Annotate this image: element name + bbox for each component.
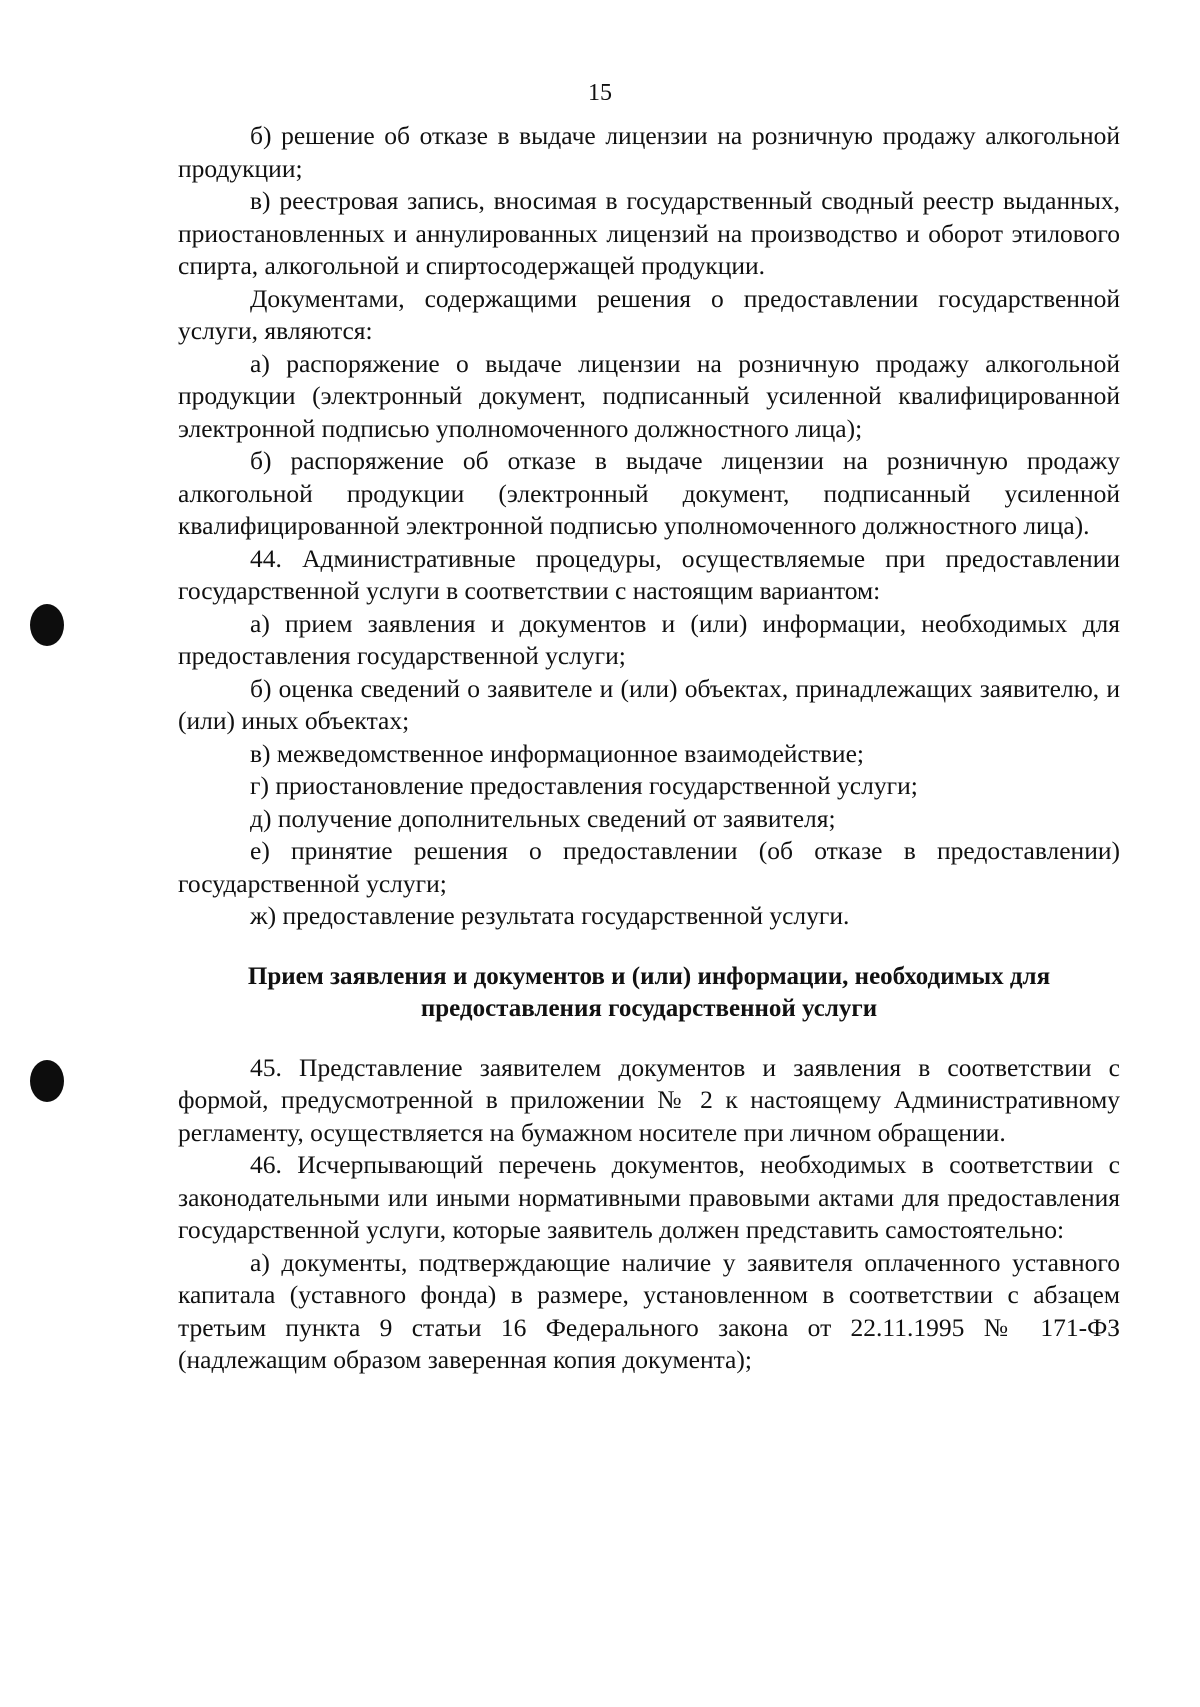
list-item-e: е) принятие решения о предоставлении (об отказе в предоставлении) государственной услуги; (178, 836, 1120, 898)
paragraph-item-44: 44. Административные процедуры, осуществляемые при предоставлении государственной услуги в соответствии с настоящим вариантом: (178, 543, 1120, 605)
document-body (178, 120, 1120, 1377)
paragraph-decision-refusal: б) решение об отказе в выдаче лицензии на розничную продажу алкогольной продукции; (178, 121, 1120, 183)
paragraph-registry-entry: в) реестровая запись, вносимая в государственный сводный реестр выданных, приостановленных и аннулированных лицензий на производство и оборот этилового спирта, алкогольной и спиртосодержащей продукции. (178, 186, 1120, 280)
page-number: 15 (588, 80, 612, 106)
section-heading-line-1: Прием заявления и документов и (или) информации, необходимых для (247, 962, 1051, 990)
section-heading-line-2: предоставления государственной услуги (420, 995, 878, 1022)
list-item-b: б) оценка сведений о заявителе и (или) объектах, принадлежащих заявителю, и (или) иных объектах; (178, 673, 1120, 735)
section-heading (178, 961, 1120, 1026)
list-item-a: а) прием заявления и документов и (или) информации, необходимых для предоставления государственной услуги; (178, 608, 1120, 670)
paragraph-item-46: 46. Исчерпывающий перечень документов, необходимых в соответствии с законодательными или иными нормативными правовыми актами для предоставления государственной услуги, которые заявитель должен представить самостоятельно: (178, 1150, 1120, 1244)
paragraph-item-45: 45. Представление заявителем документов и заявления в соответствии с формой, предусмотренной в приложении № 2 к настоящему Административному регламенту, осуществляется на бумажном носителе при личном обращении. (178, 1052, 1120, 1147)
list-item-d: д) получение дополнительных сведений от заявителя; (250, 803, 836, 833)
list-item-g: г) приостановление предоставления государственной услуги; (250, 771, 918, 800)
list-item-zh: ж) предоставление результата государственной услуги. (250, 901, 850, 930)
paragraph-documents-intro: Документами, содержащими решения о предоставлении государственной услуги, являются: (178, 283, 1120, 345)
punch-hole-bottom (30, 1060, 64, 1102)
paragraph-order-refusal: б) распоряжение об отказе в выдаче лицензии на розничную продажу алкогольной продукции (электронный документ, подписанный усиленной квалифицированной электронной подписью уполномоченного должностного лица). (178, 446, 1120, 540)
punch-hole-top (30, 604, 64, 646)
list-item-v: в) межведомственное информационное взаимодействие; (250, 738, 864, 768)
paragraph-item-46-a: а) документы, подтверждающие наличие у заявителя оплаченного уставного капитала (уставного фонда) в размере, установленном в соответствии с абзацем третьим пункта 9 статьи 16 Федерального закона от 22.11.1995 № 171-ФЗ (надлежащим образом заверенная копия документа); (178, 1247, 1120, 1374)
paragraph-order-issue: а) распоряжение о выдаче лицензии на розничную продажу алкогольной продукции (электронный документ, подписанный усиленной квалифицированной электронной подписью уполномоченного должностного лица); (178, 348, 1120, 443)
